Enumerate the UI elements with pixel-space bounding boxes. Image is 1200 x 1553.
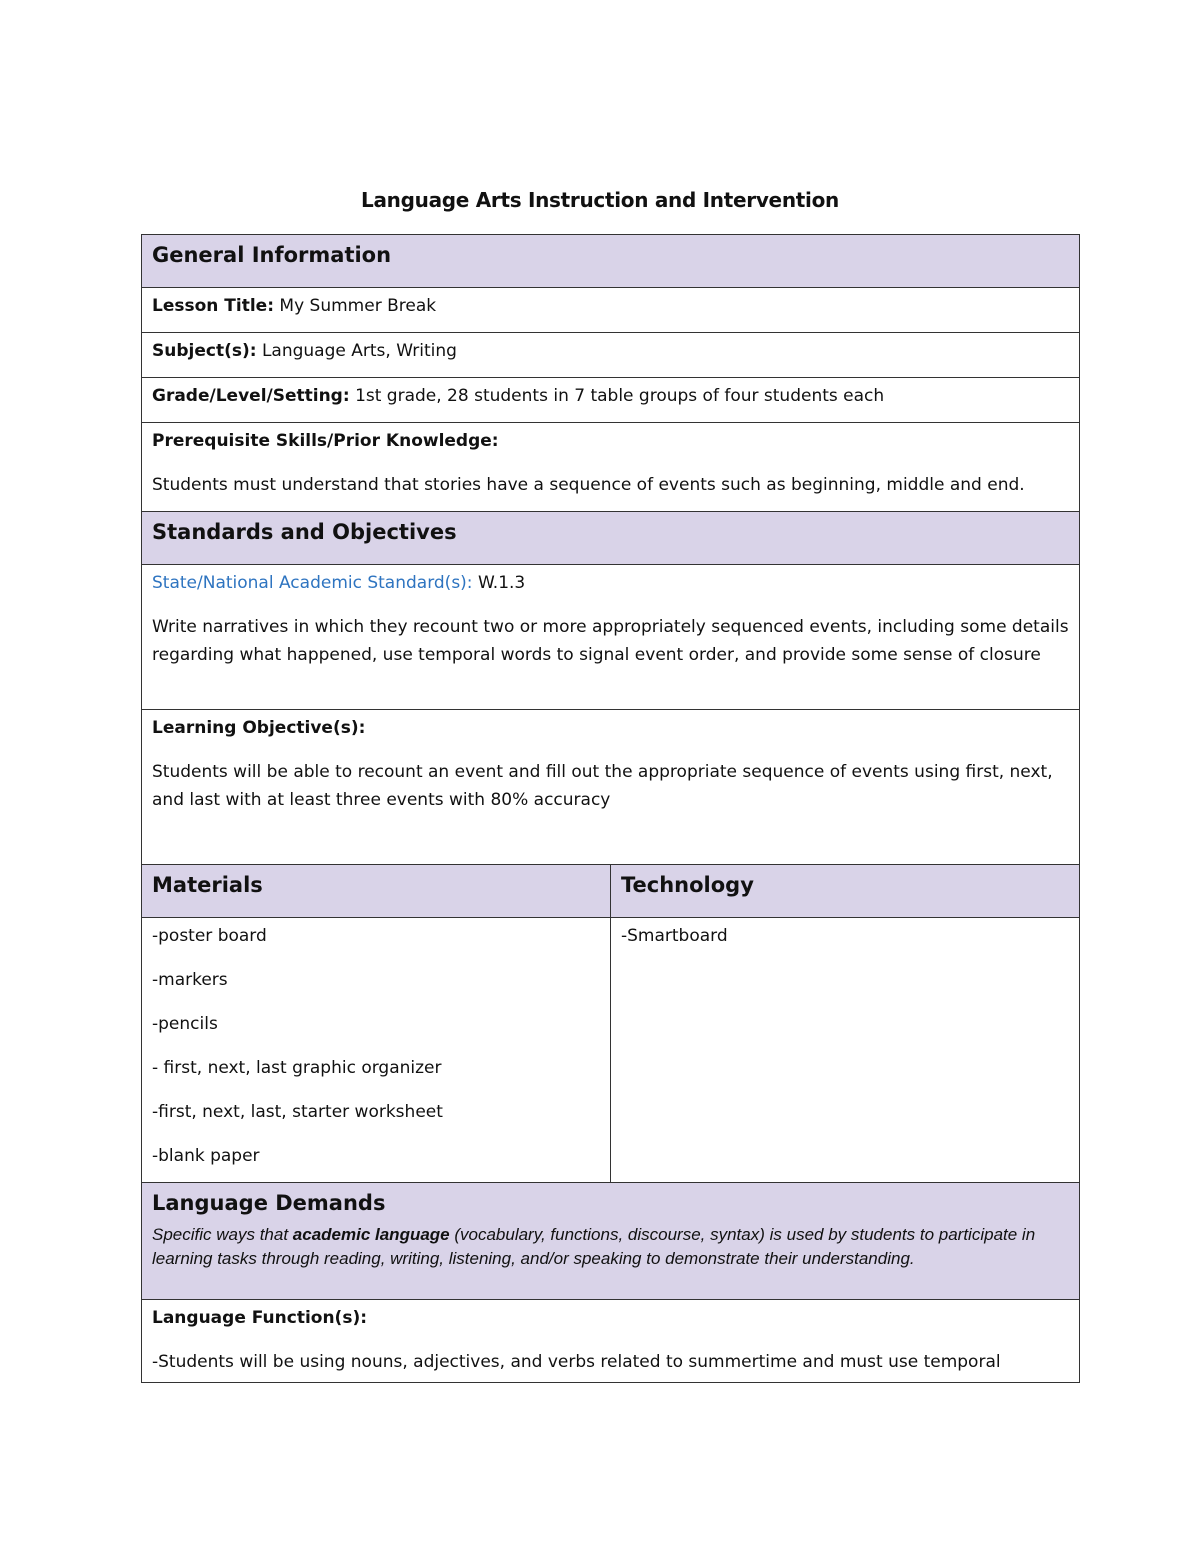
objective-text: Students will be able to recount an event and fill out the appropriate sequence of events using first, next, and last with at least three events with 80% accuracy — [152, 762, 1053, 810]
materials-item: -blank paper — [152, 1146, 260, 1166]
language-demands-heading: Language Demands — [152, 1191, 386, 1215]
language-function-text: -Students will be using nouns, adjectives, and verbs related to summertime and must use temporal — [152, 1352, 1001, 1372]
academic-language-term: academic language — [292, 1225, 450, 1244]
general-information-heading: General Information — [152, 243, 392, 267]
standard-text: Write narratives in which they recount two or more appropriately sequenced events, including some details regarding what happened, use temporal words to signal event order, and provide some sense of closure — [152, 617, 1069, 665]
materials-item: - first, next, last graphic organizer — [152, 1058, 442, 1078]
materials-item: -first, next, last, starter worksheet — [152, 1102, 443, 1122]
technology-list — [611, 918, 1080, 1183]
language-demands-header — [142, 1183, 1080, 1300]
materials-header — [142, 865, 611, 918]
standards-header — [142, 512, 1080, 565]
technology-heading: Technology — [621, 873, 754, 897]
lesson-title-label: Lesson Title: — [152, 296, 275, 316]
subjects-label: Subject(s): — [152, 341, 257, 361]
standard-code: W.1.3 — [477, 573, 526, 593]
language-function-label: Language Function(s): — [152, 1308, 368, 1328]
objective-label: Learning Objective(s): — [152, 718, 366, 738]
technology-item: -Smartboard — [621, 926, 728, 946]
lesson-title-value: My Summer Break — [279, 296, 437, 316]
technology-header — [611, 865, 1080, 918]
subjects-value: Language Arts, Writing — [261, 341, 457, 361]
grade-label: Grade/Level/Setting: — [152, 386, 350, 406]
objective-row — [142, 710, 1080, 865]
prerequisite-label: Prerequisite Skills/Prior Knowledge: — [152, 431, 499, 451]
materials-list — [142, 918, 611, 1183]
materials-item: -pencils — [152, 1014, 218, 1034]
materials-heading: Materials — [152, 873, 263, 897]
prerequisite-row — [142, 423, 1080, 512]
standard-row — [142, 565, 1080, 710]
materials-item: -markers — [152, 970, 228, 990]
language-function-row — [142, 1300, 1080, 1383]
general-information-header — [142, 235, 1080, 288]
lesson-plan-table — [141, 234, 1080, 1383]
grade-row — [142, 378, 1080, 423]
lesson-title-row — [142, 288, 1080, 333]
document-title: Language Arts Instruction and Intervention — [361, 188, 839, 212]
language-demands-description: Specific ways that academic language (vocabulary, functions, discourse, syntax) is used by students to participate in learning tasks through reading, writing, listening, and/or speaking to demonstrate their understanding. — [152, 1225, 1036, 1268]
subjects-row — [142, 333, 1080, 378]
grade-value: 1st grade, 28 students in 7 table groups of four students each — [355, 386, 885, 406]
standards-heading: Standards and Objectives — [152, 520, 457, 544]
standard-label: State/National Academic Standard(s): — [152, 573, 473, 593]
materials-item: -poster board — [152, 926, 267, 946]
prerequisite-value: Students must understand that stories have a sequence of events such as beginning, middle and end. — [152, 475, 1025, 495]
